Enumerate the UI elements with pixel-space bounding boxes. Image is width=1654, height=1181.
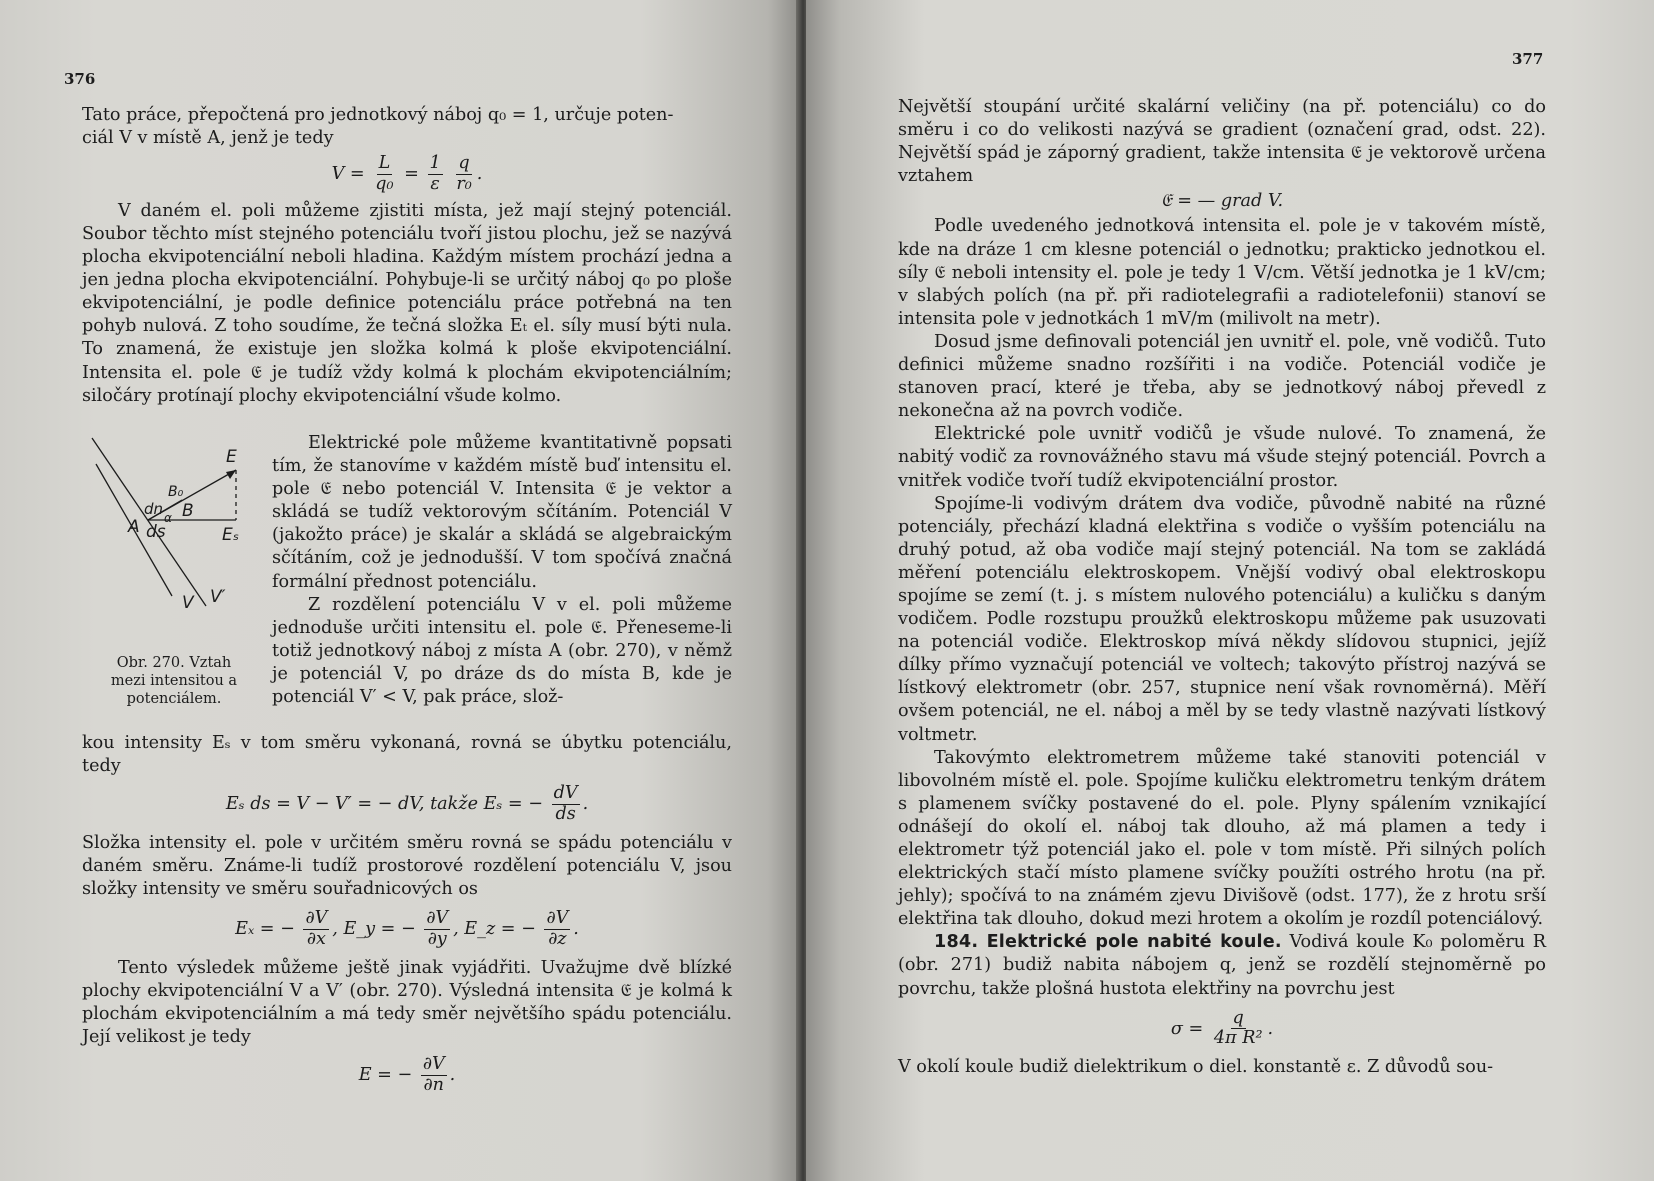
paragraph: 184. Elektrické pole nabité koule. Vodivá koule K₀ poloměru R (obr. 271) budiž nabita nábojem q, jenž se rozdělí stejnoměrně po povrchu, takže plošná hustota elektřiny na povrchu jest: [898, 932, 1546, 999]
paragraph: Elektrické pole můžeme kvantitativně popsati tím, že stanovíme v každém místě buď intensitu el. pole 𝔈 nebo potenciál V. Intensita 𝔈 je vektor a skládá se tudíž vektorovým sčítáním. Potenciál V (jakožto práce) je skalár a skládá se algebraickým sčítáním, což je jednodušší. V tom spočívá značná formální přednost potenciálu.: [272, 433, 732, 592]
fraction: $\frac{\partial V}{\partial n}$: [422, 1054, 445, 1095]
left-page: [0, 0, 800, 1181]
formula-potential: V = $\frac{L}{\text{q₀}}$ = $\frac{1}{\varepsilon}$ $\frac{q}{\text{r₀}}$ .: [331, 153, 483, 194]
figure-label: E: [226, 447, 237, 467]
formula-normal: E = − $\frac{\partial V}{\partial n}$ .: [358, 1054, 456, 1095]
fraction: $\frac{\partial V}{\partial y}$: [426, 908, 449, 949]
figure-270: [86, 436, 256, 636]
page-number: 376: [64, 70, 96, 88]
figure-label: B: [182, 501, 194, 521]
paragraph: Dosud jsme definovali potenciál jen uvnitř el. pole, vně vodičů. Tuto definici můžeme snadno rozšířiti i na vodiče. Potenciál vodiče je stanoven prací, které je třeba, aby se jednotkový náboj převedl z nekonečna až na povrch vodiče.: [898, 331, 1546, 422]
paragraph: Spojíme-li vodivým drátem dva vodiče, původně nabité na různé potenciály, přechází kladná elektřina s vodiče o vyšším potenciálu na druhý potud, až oba vodiče mají stejný potenciál. Na tom se zakládá měření potenciálu elektroskopem. Vnější vodivý obal elektroskopu spojíme se zemí (t. j. s místem nulového potenciálu) a kuličku s daným vodičem. Podle rozstupu proužků elektroskopu můžeme pak usuzovati na potenciál vodiče. Elektroskop mívá někdy slídovou stupnici, jejíž dílky přímo vyznačují potenciál ve voltech; takovýto přístroj nazývá se lístkový elektrometr (obr. 257, stupnice není však rovnoměrná). Měří ovšem potenciál, ne el. náboj a měl by se tedy vlastně nazývati lístkový voltmetr.: [898, 493, 1546, 745]
figure-label: α: [164, 511, 172, 525]
figure-caption: Obr. 270. Vztah mezi intensitou a potenciálem.: [110, 655, 238, 707]
figure-label: Eₛ: [222, 525, 240, 545]
paragraph: Podle uvedeného jednotková intensita el. pole je v takovém místě, kde na dráze 1 cm klesne potenciál o jednotku; prakticko jednotkou el. síly 𝔈 neboli intensity el. pole je tedy 1 V/cm. Větší jednotka je 1 kV/cm; v slabých polích (na př. při radiotelegrafii a radiotelefonii) stanoví se intensita pole v jednotkách 1 mV/m (milivolt na metr).: [898, 216, 1546, 329]
fraction: $\frac{q}{\text{4π R²}}$: [1213, 1007, 1263, 1048]
left-text-top: [82, 104, 732, 408]
fraction: $\frac{q}{\text{r₀}}$: [456, 153, 472, 194]
left-text-bottom: [82, 732, 732, 1095]
arrow-head-icon: [226, 470, 236, 479]
paragraph: Elektrické pole uvnitř vodičů je všude nulové. To znamená, že nabitý vodič za rovnovážného stavu má všude stejný potenciál. Povrch a vnitřek vodiče tvoří tudíž ekvipotenciální prostor.: [898, 424, 1546, 491]
paragraph: V daném el. poli můžeme zjistiti místa, jež mají stejný potenciál. Soubor těchto míst stejného potenciálu tvoří jistou plochu, jež se nazývá plocha ekvipotenciální neboli hladina. Každým místem prochází jedna a jen jedna plocha ekvipotenciální. Pohybuje-li se určitý náboj q₀ po ploše ekvipotenciální, je podle definice potenciálu práce potřebná na ten pohyb nulová. Z toho soudíme, že tečná složka Eₜ el. síly musí býti nula. To znamená, že existuje jen složka kolmá k ploše ekvipotenciální. Intensita el. pole 𝔈 je tudíž vždy kolmá k plochám ekvipotenciálním; siločáry protínají plochy ekvipotenciální všude kolmo.: [82, 200, 732, 406]
paragraph: Takovýmto elektrometrem můžeme také stanoviti potenciál v libovolném místě el. pole. Spojíme kuličku elektrometru tenkým drátem s plamenem svíčky postavené do el. pole. Plyny spálením vznikající odnášejí do okolí el. náboj tak dlouho, až má plamen a tedy i elektrometr týž potenciál jako el. pole v tom místě. Při silných polích elektrických stačí místo plamene svíčky použíti ostrého hrotu (na př. jehly); spočívá to na známém zjevu Divišově (odst. 177), že z hrotu srší elektřina tak dlouho, dokud mezi hrotem a okolím je rozdíl potenciálový.: [898, 747, 1546, 930]
fraction: $\frac{\partial V}{\partial x}$: [305, 908, 328, 949]
fraction: $\frac{1}{\varepsilon}$: [429, 153, 441, 194]
formula-es: Eₛ ds = V − V′ = − dV, takže Eₛ = − $\frac{dV}{ds}$ .: [225, 783, 589, 824]
field-potential-diagram: [86, 436, 256, 636]
figure-label: V: [182, 593, 194, 613]
fraction: $\frac{L}{\text{q₀}}$: [375, 153, 394, 194]
paragraph: Tento výsledek můžeme ještě jinak vyjádřiti. Uvažujme dvě blízké plochy ekvipotenciální V a V′ (obr. 270). Výsledná intensita 𝔈 je kolmá k plochám ekvipotenciálním a má tedy směr největšího spádu potenciálu. Její velikost je tedy: [82, 957, 732, 1048]
figure-label: B₀: [168, 484, 184, 500]
formula-components: Eₓ = − $\frac{\partial V}{\partial x}$ , E_y = − $\frac{\partial V}{\partial y}$ , E_z = − $\frac{\partial V}{\partial z}$ .: [235, 908, 579, 949]
formula-gradient: 𝔈 = — grad V.: [1160, 191, 1284, 212]
paragraph: Z rozdělení potenciálu V v el. poli můžeme jednoduše určiti intensitu el. pole 𝔈. Přeneseme-li totiž jednotkový náboj z místa A (obr. 270), v němž je potenciál V, po dráze ds do místa B, kde je potenciál V′ < V, pak práce, slož-: [272, 594, 732, 708]
paragraph: Největší stoupání určité skalární veličiny (na př. potenciálu) co do směru i co do velikosti nazývá se gradient (označení grad, odst. 22). Největší spád je záporný gradient, takže intensita 𝔈 je vektorově určena vztahem: [898, 97, 1546, 187]
figure-label: V′: [210, 587, 226, 607]
page-number: 377: [1512, 50, 1544, 68]
paragraph: ciál V v místě A, jenž je tedy: [82, 128, 334, 149]
formula-sigma: σ = $\frac{q}{\text{4π R²}}$ .: [1170, 1007, 1274, 1048]
fraction: $\frac{\partial V}{\partial z}$: [546, 908, 569, 949]
paragraph: Tato práce, přepočtená pro jednotkový náboj q₀ = 1, určuje poten-: [82, 105, 674, 125]
figure-label: dn: [144, 500, 164, 518]
paragraph: kou intensity Eₛ v tom směru vykonaná, rovná se úbytku potenciálu, tedy: [82, 733, 732, 777]
right-text: [898, 96, 1546, 1079]
right-page: [806, 0, 1654, 1181]
left-text-beside-figure: [272, 432, 732, 709]
paragraph: Složka intensity el. pole v určitém směru rovná se spádu potenciálu v daném směru. Známe-li tudíž prostorové rozdělení potenciálu V, jsou složky intensity ve směru souřadnicových os: [82, 832, 732, 900]
figure-label: A: [128, 517, 140, 537]
figure-label: ds: [146, 522, 166, 542]
fraction: $\frac{dV}{ds}$: [553, 783, 578, 824]
paragraph: V okolí koule budiž dielektrikum o diel. konstantě ε. Z důvodů sou-: [898, 1057, 1494, 1078]
section-heading: 184. Elektrické pole nabité koule.: [934, 932, 1282, 953]
